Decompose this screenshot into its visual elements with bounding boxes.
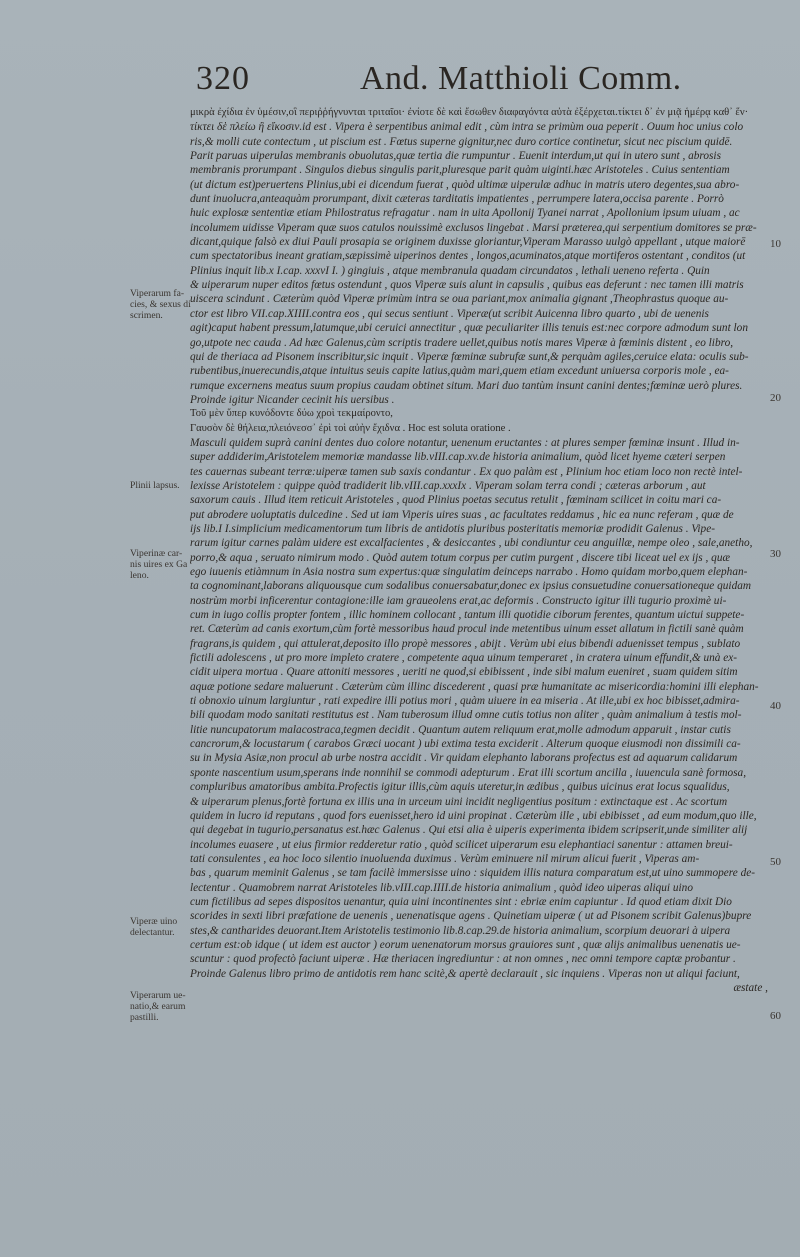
text-line: bili quodam modo sanitati restitutus est . Nam tuberosum illud omne cutis totius non aliter , quàm animalium à testis mol-: [190, 709, 742, 722]
text-line: Τοῦ μὲν ὕπερ κυνόδοντε δύω χροὶ τεκμαίροντο,: [190, 408, 393, 420]
margin-note-line: Viperæ uino: [130, 916, 178, 927]
text-line: tes cauernas subeant terræ:uiperæ tamen sub saxis condantur . Ex quo palàm est , Plinium hoc etiam loco non rectè intel-: [190, 465, 743, 478]
margin-note-line: cies, & sexus di: [130, 299, 191, 310]
margin-note-line: scrimen.: [130, 310, 163, 321]
text-line: Proinde igitur Nicander cecinit his uersibus .: [190, 393, 395, 406]
text-line: Proinde Galenus libro primo de antidotis rem hanc scitè,& apertè declarauit , sic inquiens . Viperas non ut aliqui faciunt,: [190, 967, 740, 980]
line-number: 60: [770, 1010, 781, 1022]
text-line: lectentur . Quamobrem narrat Aristoteles lib.vIII.cap.IIII.de historia animalium , quòd ideo uiperas aliqui uino: [190, 881, 693, 894]
text-line: rarum igitur carnes palàm uidere est excalfacientes , & desiccantes , ubi condiuntur ceu anguillæ, nempe oleo , sale,anetho,: [190, 537, 753, 550]
text-line: rubentibus,inuerecundis,atque intuitus seuis capite latius,quàm mari,quem etiam excedunt uniuersa corporis mole , ea-: [190, 365, 729, 378]
text-line: τίκτει δὲ πλείω ἢ εἴκοσιν.id est . Vipera è serpentibus animal edit , cùm intra se primùm oua peperit . Ouum hoc unius colo: [190, 121, 744, 134]
text-line: cum spectatoribus ineant gratiam,sæpissimè uiperinos dentes , longos,acuminatos,atque mortiferos ostentant , conditos (ut: [190, 250, 746, 263]
text-line: qui degebat in tugurio,persanatus est.hæc Galenus . Qui etsi alia è uiperis experimenta ibidem scripserit,unde similiter alij: [190, 824, 748, 837]
text-line: (ut dictum est)peruertens Plinius,ubi ei dicendum fuerat , quòd ultimæ uiperulæ adhuc in matris utero degentes,sua abro-: [190, 178, 740, 191]
text-line: super addiderim,Aristotelem memoriæ mandasse lib.vIII.cap.xv.de historia animalium, quòd licet hyeme cæteri serpen: [190, 451, 726, 464]
text-line: ta cognominant,laborans aliquousque cum sodalibus conuersabatur,donec ex ipsius consuetudine conuersationeque quidam: [190, 580, 752, 593]
line-numbers: [770, 0, 800, 1257]
margin-note-line: pastilli.: [130, 1012, 159, 1023]
text-line: incolumes euasere , ut eius firmior redderetur ratio , quòd scilicet uiperarum esu elephantiaci sanentur : attamen breui-: [190, 838, 733, 851]
text-line: agit)caput habent pressum,latumque,ubi ceruici annectitur , quæ peculiariter illis tenuis est:nec corpore admodum sunt lon: [190, 322, 748, 335]
text-line: Γαυσὸν δὲ θήλεια,πλειόνεσσ᾽ ἐρὶ τοὶ αὐὴν ἔχιδνα . Hoc est soluta oratione .: [190, 422, 511, 434]
text-line: scorides in sexti libri præfatione de uenenis , uenenatisque agens . Quinetiam uiperæ ( ut ad Pisonem scribit Galenus)bupre: [190, 910, 752, 923]
text-line: sponte nascentium usum,sperans inde nonnihil se commodi adepturum . Erat illi scortum ancilla , iuuencula sanè formosa,: [190, 766, 747, 779]
margin-note-line: Plinii lapsus.: [130, 480, 180, 491]
text-line: go,utpote nec cauda . Ad hæc Galenus,cùm scriptis tradere uellet,quibus notis mares Viperæ à fœminis distent , eo libro,: [190, 336, 734, 349]
text-line: porro,& aqua , seruato nimirum modo . Quòd autem totum corpus per cutim purgent , discere tibi liceat uel ex ijs , quæ: [190, 551, 731, 564]
text-line: lexisse Aristotelem : quippe quòd tradiderit lib.vIII.cap.xxxIx . Viperam solam terra condi ; cæteras arborum , aut: [190, 479, 706, 492]
text-line: su in Mysia Asiæ,non procul ab urbe nostra accidit . Vir quidam elephanto laborans profectus est ad aquarum calidarum: [190, 752, 738, 765]
text-line: qui de theriaca ad Pisonem inscribitur,sic inquit . Viperæ fœminæ subrufæ sunt,& perquàm agiles,ceruice elata: oculis sub-: [190, 350, 749, 363]
line-number: 10: [770, 238, 781, 250]
text-line: cum fictilibus ad sepes dispositos uenantur, quia uini incontinentes sint : ebriæ enim capiuntur . Id quod etiam dixit Dio: [190, 895, 732, 908]
text-line: μικρὰ ἐχίδια ἐν ὑμέσιν,οἳ περιῤῥήγνυνται τριταῖοι· ἐνίοτε δὲ καὶ ἔσωθεν διαφαγόντα αὐτὰ ἐξέρχεται.τίκτει δ᾽ ἐν μιᾷ ἡμέρᾳ καθ᾽ ἕν·: [190, 107, 749, 118]
text-line: ego iuuenis etiàmnum in Asia nostra sum expertus:quæ singulatim deinceps narrabo . Homo quidam morbo,quem elephan-: [190, 566, 748, 578]
text-line: ijs lib.I I.simplicium medicamentorum tum libris de antidotis pluribus posteritatis memoriæ prodidit Galenus . Vipe-: [190, 522, 715, 535]
margin-note-line: Viperinæ car-: [130, 548, 183, 559]
margin-note: [130, 990, 192, 1023]
text-line: dicant,quique falsò ex diui Pauli prosapia se originem duxisse gloriantur,Viperam Marasso uulgò appellant , utque maiorē: [190, 236, 746, 249]
text-line: aquæ potione sedare maluerunt . Cæterùm cùm illinc discederent , quasi præ humanitate ac misericordia:homini illi elephan-: [190, 680, 759, 693]
text-line: ti obnoxio uinum largiuntur , rati expedire illi potius mori , quàm uiuere in ea miseria . At ille,ubi ex hoc bibisset,admira-: [190, 695, 740, 708]
text-line: fictili adolescens , ut pro more impleto cratere , competente aqua uinum temperaret , in cratera uinum effundit,& unà ex-: [190, 652, 738, 665]
text-line: scuntur : quod profectò faciunt uiperæ . Hæ theriacen ingrediuntur : at non omnes , nec omni tempore captæ probantur .: [190, 953, 736, 966]
text-line: cidit uipera mortua . Quare attoniti messores , ueriti ne quod,si ebibissent , inde sibi malum eueniret , suam quidem sitim: [190, 666, 738, 679]
text-line: cancrorum,& locustarum ( carabos Græci uocant ) ubi extima testa exciderit . Alterum quoque eiusmodi non dissimili ca-: [190, 738, 741, 751]
text-line: put abrodere uoluptatis dulcedine . Sed ut iam Viperis uires suas , ac facultates reddamus , hic ea nunc referam , quæ de: [190, 508, 734, 521]
line-number: 30: [770, 548, 781, 560]
line-number: 20: [770, 392, 781, 404]
line-number: 40: [770, 700, 781, 712]
text-line: & uiperarum plenus,fortè fortuna ex illis una in urceum uini incidit negligentius positum : extinctaque est . Ac scortum: [190, 795, 728, 808]
text-line: æstate ,: [733, 981, 768, 994]
margin-note: [130, 916, 192, 938]
margin-note-line: leno.: [130, 570, 149, 581]
text-line: Parit paruas uiperulas membranis obuolutas,quæ tertia die rumpuntur . Euenit interdum,ut qui in utero sunt , abrosis: [190, 150, 721, 163]
text-line: quidem in lucro id reputans , quod fors euenisset,hero id uini propinat . Cæterùm ille , ubi ebibisset , ad eum modum,quo ille,: [190, 809, 757, 822]
margin-note-line: nis uires ex Ga: [130, 559, 188, 570]
text-line: bas , quarum meminit Galenus , se tam facilè immersisse uino : siquidem illis natura comparatum est,ut uino summopere de-: [190, 867, 756, 880]
margin-note-line: natio,& earum: [130, 1001, 186, 1012]
text-line: huic explosæ sententiæ etiam Philostratus refragatur . nam in uita Apollonij Tyanei narrat , Apollonium ipsum uiuam , ac: [190, 207, 740, 220]
margin-note-line: delectantur.: [130, 927, 175, 938]
text-line: incolumem uidisse Viperam quæ suos catulos nouissimè exclusos lingebat . Marsi præterea,qui serpentium domitores se præ-: [190, 221, 757, 234]
text-line: saxorum cauis . Illud item reticuit Aristoteles , quod Plinius poetas secutus retulit , fœminam scilicet in coitu mari ca-: [190, 494, 722, 507]
running-head: And. Matthioli Comm.: [360, 60, 682, 97]
text-line: Plinius inquit lib.x I.cap. xxxvI I. ) gingiuis , atque membranula quadam circundatos , lethali ueneno referta . Quin: [190, 264, 710, 277]
text-line: Masculi quidem suprà canini dentes duo colore notantur, uenenum eructantes : at plures semper fœminæ insunt . Illud in-: [190, 436, 740, 449]
text-line: cum in iugo collis propter fontem , illic hominem collocant , tantum illi quotidie ciborum ferentes, quantum uictui suppete-: [190, 609, 745, 622]
page-number: 320: [196, 60, 250, 97]
text-line: dunt inuolucra,anteaquàm prorumpant, dixit cæteras tarditatis impatientes , perrumpere latera,occisa parente . Porrò: [190, 193, 724, 206]
text-line: & uiperarum nuper editos fœtus ostendunt , quos Viperæ suis alunt in capsulis , quibus eas deferunt : nec tamen illi matris: [190, 279, 744, 292]
text-line: litie nuncupatorum malacostraca,tegmen decidit . Quantum autem reliquum erat,molle admodum apparuit , instar cutis: [190, 723, 731, 736]
text-line: nostrùm morbi inficerentur contagione:ille iam graueolens erat,ac deformis . Constructo igitur illi tugurio proximè ui-: [190, 594, 727, 607]
margin-note-line: Viperarum ue-: [130, 990, 186, 1001]
text-line: stes,& cantharides deuorant.Item Aristotelis testimonio lib.8.cap.29.de historia animalium, scorpium deuorari à uipera: [190, 924, 731, 937]
text-line: tati consulentes , ea hoc loco silentio inuoluenda duximus . Verùm eminuere nil mirum alicui fuerit , Viperas am-: [190, 852, 700, 865]
text-line: rumque excernens meatus suum propius caudam obtinet situm. Mari duo tantùm insunt canini dentes;fœminæ uerò plures.: [190, 379, 743, 392]
margin-note: [130, 288, 192, 321]
margin-note: [130, 480, 192, 491]
text-line: fragrans,is quidem , qui attulerat,deposito illo propè messores , abijt . Verùm ubi eius bibendi aduenisset tempus , sublato: [190, 637, 741, 650]
line-number: 50: [770, 856, 781, 868]
text-line: certum est:ob idque ( ut idem est auctor ) eorum uenenatorum morsus grauiores sunt , quæ alijs animalibus uenenatis ue-: [190, 938, 741, 951]
margin-note: [130, 548, 192, 581]
text-line: uiscera scindunt . Cæterùm quòd Viperæ primùm intra se oua pariant,mox animalia gignant ,Theophrastus quoque au-: [190, 293, 729, 306]
margin-notes: [0, 0, 190, 1257]
text-line: ret. Cæterùm ad canis exortum,cùm fortè messoribus haud procul inde metentibus uinum esset allatum in fictili sanè quàm: [190, 623, 744, 636]
text-line: ris,& molli cute contectum , ut piscium est . Fœtus superne gignitur,nec duro cortice continetur, sicut nec piscium quidē.: [190, 135, 733, 148]
text-line: membranis prorumpant . Singulos diebus singulis parit,pluresque parit quàm uiginti.hæc Aristoteles . Cuius sententiam: [190, 164, 730, 177]
text-line: ctor est libro VII.cap.XIIII.contra eos , qui secus sentiunt . Viperæ(ut scribit Auicenna libro quarto , ubi de uenenis: [190, 307, 709, 320]
body-text: [190, 106, 768, 1196]
text-line: compluribus amatoribus ambita.Profectis igitur illis,cùm aquis uteretur,in ædibus , quibus uicinus erat locus squalidus,: [190, 781, 730, 794]
margin-note-line: Viperarum fa-: [130, 288, 185, 299]
